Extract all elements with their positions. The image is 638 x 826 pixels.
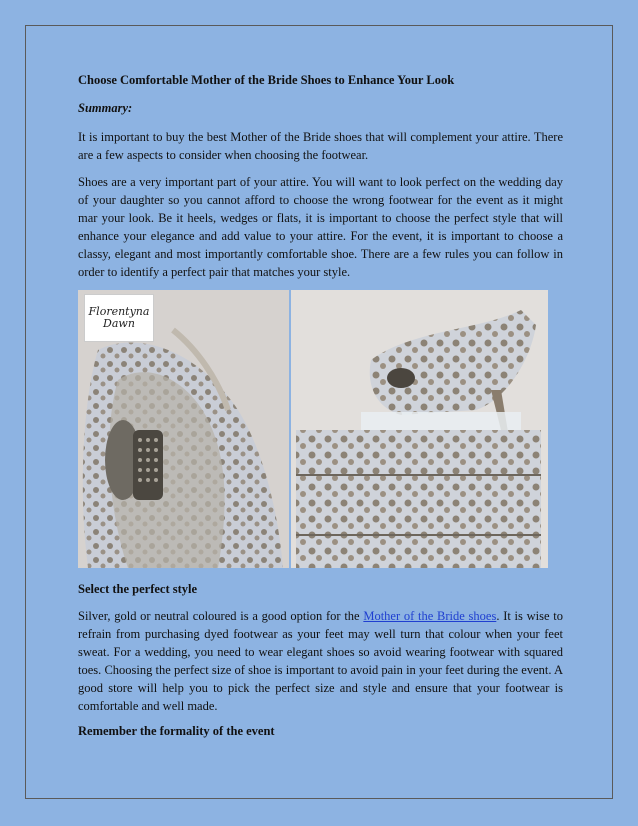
logo-line-1: Florentyna (88, 305, 150, 318)
section-heading-style: Select the perfect style (78, 582, 198, 596)
logo-line-2: Dawn (103, 317, 135, 330)
summary-heading: Summary: (78, 101, 133, 115)
summary-paragraph: It is important to buy the best Mother of the Bride shoes that will complement your attire. There are a few aspects to consider when choosing the footwear. (78, 130, 563, 162)
brand-logo (84, 294, 154, 342)
document-body (78, 72, 563, 749)
shoe-photos (78, 290, 548, 568)
intro-paragraph: Shoes are a very important part of your attire. You will want to look perfect on the wedding day of your daughter so you cannot afford to choose the wrong footwear for the event as it might mar your look. Be it heels, wedges or flats, it is important to choose the perfect style that will enhance your elegance and add value to your attire. For the event, it is important to choose a classy, elegant and most importantly comfortable shoe. There are a few rules you can follow in order to identify a perfect pair that matches your style. (78, 175, 563, 279)
section-heading-formality: Remember the formality of the event (78, 724, 275, 738)
shoe-and-clutch-photo (291, 290, 548, 568)
mother-of-the-bride-shoes-link[interactable]: Mother of the Bride shoes (363, 609, 497, 623)
style-paragraph: Silver, gold or neutral coloured is a good option for the Mother of the Bride shoes. It is wise to refrain from purchasing dyed footwear as your feet may well turn that colour when your feet sweat. For a wedding, you need to wear elegant shoes so avoid wearing footwear with squared toes. Choosing the perfect size of shoe is important to avoid pain in your feet during the event. A good store will help you to pick the perfect size and style and ensure that your footwear is comfortable and well made. (78, 609, 564, 713)
document-title: Choose Comfortable Mother of the Bride Shoes to Enhance Your Look (78, 73, 455, 87)
